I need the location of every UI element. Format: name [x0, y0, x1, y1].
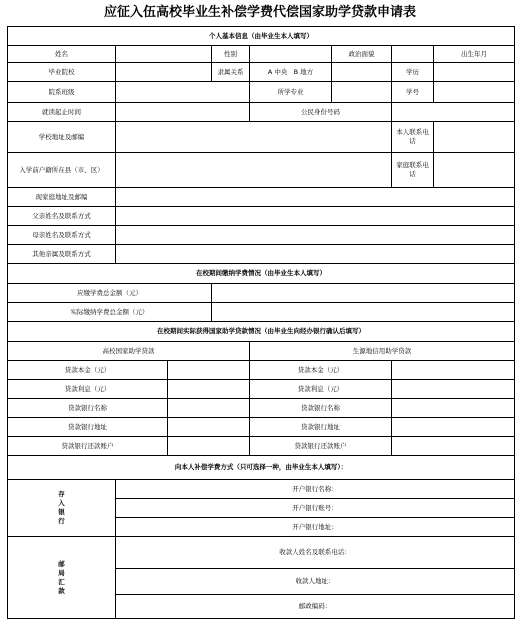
- home-address-label: 现家庭地址及邮编: [8, 188, 116, 207]
- name-field[interactable]: [116, 46, 212, 63]
- postal-remittance-text: 邮局汇款: [58, 559, 65, 595]
- tuition-paid-label: 实际缴纳学费总金额（元）: [8, 303, 212, 322]
- tuition-due-field[interactable]: [212, 284, 515, 303]
- school-label: 毕业院校: [8, 63, 116, 82]
- origin-bank-field[interactable]: [392, 399, 515, 418]
- origin-bank-label: 贷款银行名称: [250, 399, 392, 418]
- campus-bank-label: 贷款银行名称: [8, 399, 168, 418]
- origin-account-label: 贷款银行还款账户: [250, 437, 392, 456]
- major-field[interactable]: [332, 82, 392, 103]
- school-field[interactable]: [116, 63, 212, 82]
- birth-label: 出生年月: [434, 46, 515, 63]
- form-title: 应征入伍高校毕业生补偿学费代偿国家助学贷款申请表: [103, 5, 416, 20]
- campus-bank-field[interactable]: [168, 399, 250, 418]
- relatives-field[interactable]: [116, 245, 515, 264]
- study-period-field[interactable]: [116, 103, 250, 122]
- section-payment: 向本人补偿学费方式（只可选择一种，由毕业生本人填写）：: [8, 456, 515, 480]
- personal-phone-field[interactable]: [434, 122, 515, 153]
- affiliation-label: 隶属关系: [212, 63, 250, 82]
- household-field[interactable]: [116, 153, 392, 188]
- education-label: 学历: [392, 63, 434, 82]
- affiliation-option-b[interactable]: B 地方: [293, 67, 314, 76]
- campus-principal-field[interactable]: [168, 361, 250, 380]
- student-no-field[interactable]: [434, 82, 515, 103]
- political-label: 政治面貌: [332, 46, 392, 63]
- postal-remittance-label: [8, 537, 116, 619]
- mother-field[interactable]: [116, 226, 515, 245]
- college-field[interactable]: [116, 82, 250, 103]
- affiliation-option-a[interactable]: A 中央: [267, 67, 288, 76]
- campus-bank-address-field[interactable]: [168, 418, 250, 437]
- campus-interest-label: 贷款利息（元）: [8, 380, 168, 399]
- section-loans: 在校期间实际获得国家助学贷款情况（由毕业生向经办银行确认后填写）: [8, 322, 515, 342]
- origin-bank-address-field[interactable]: [392, 418, 515, 437]
- relatives-label: 其他亲属及联系方式: [8, 245, 116, 264]
- origin-loan-header: 生源地信用助学贷款: [250, 342, 515, 361]
- origin-principal-field[interactable]: [392, 361, 515, 380]
- origin-account-field[interactable]: [392, 437, 515, 456]
- origin-bank-address-label: 贷款银行地址: [250, 418, 392, 437]
- gender-field[interactable]: [250, 46, 332, 63]
- bank-name-field[interactable]: 开户银行名称：: [116, 480, 515, 499]
- tuition-paid-field[interactable]: [212, 303, 515, 322]
- father-label: 父亲姓名及联系方式: [8, 207, 116, 226]
- college-label: 院系班级: [8, 82, 116, 103]
- affiliation-extra-field[interactable]: [332, 63, 392, 82]
- deposit-bank-text: 存入银行: [58, 490, 65, 525]
- bank-address-field[interactable]: 开户银行地址：: [116, 518, 515, 537]
- school-address-label: 学校地址及邮编: [8, 122, 116, 153]
- campus-bank-address-label: 贷款银行地址: [8, 418, 168, 437]
- origin-interest-label: 贷款利息（元）: [250, 380, 392, 399]
- gender-label: 性别: [212, 46, 250, 63]
- postcode-field[interactable]: 邮政编码：: [116, 595, 515, 619]
- payee-address-field[interactable]: 收款人地址：: [116, 569, 515, 595]
- household-label: 入学前户籍所在县（市、区）: [8, 153, 116, 188]
- name-label: 姓名: [8, 46, 116, 63]
- campus-account-label: 贷款银行还款账户: [8, 437, 168, 456]
- school-address-field[interactable]: [116, 122, 392, 153]
- campus-account-field[interactable]: [168, 437, 250, 456]
- payee-contact-field[interactable]: 收款人姓名及联系电话：: [116, 537, 515, 569]
- affiliation-options[interactable]: [250, 63, 332, 82]
- id-no-field[interactable]: [392, 103, 515, 122]
- tuition-due-label: 应缴学费总金额（元）: [8, 284, 212, 303]
- origin-principal-label: 贷款本金（元）: [250, 361, 392, 380]
- personal-phone-label: 本人联系电话: [392, 122, 434, 153]
- bank-account-field[interactable]: 开户银行账号：: [116, 499, 515, 518]
- father-field[interactable]: [116, 207, 515, 226]
- mother-label: 母亲姓名及联系方式: [8, 226, 116, 245]
- section-tuition: 在校期间缴纳学费情况（由毕业生本人填写）: [8, 264, 515, 284]
- application-form-table: [7, 26, 515, 619]
- home-phone-field[interactable]: [434, 153, 515, 188]
- home-address-field[interactable]: [116, 188, 515, 207]
- political-field[interactable]: [392, 46, 434, 63]
- student-no-label: 学号: [392, 82, 434, 103]
- major-label: 所学专业: [250, 82, 332, 103]
- deposit-bank-label: [8, 480, 116, 537]
- study-period-label: 就读起止时间: [8, 103, 116, 122]
- campus-principal-label: 贷款本金（元）: [8, 361, 168, 380]
- education-field[interactable]: [434, 63, 515, 82]
- id-no-label: 公民身份号码: [250, 103, 392, 122]
- campus-interest-field[interactable]: [168, 380, 250, 399]
- section-basic-info: 个人基本信息（由毕业生本人填写）: [8, 27, 515, 46]
- home-phone-label: 家庭联系电话: [392, 153, 434, 188]
- origin-interest-field[interactable]: [392, 380, 515, 399]
- campus-loan-header: 高校国家助学贷款: [8, 342, 250, 361]
